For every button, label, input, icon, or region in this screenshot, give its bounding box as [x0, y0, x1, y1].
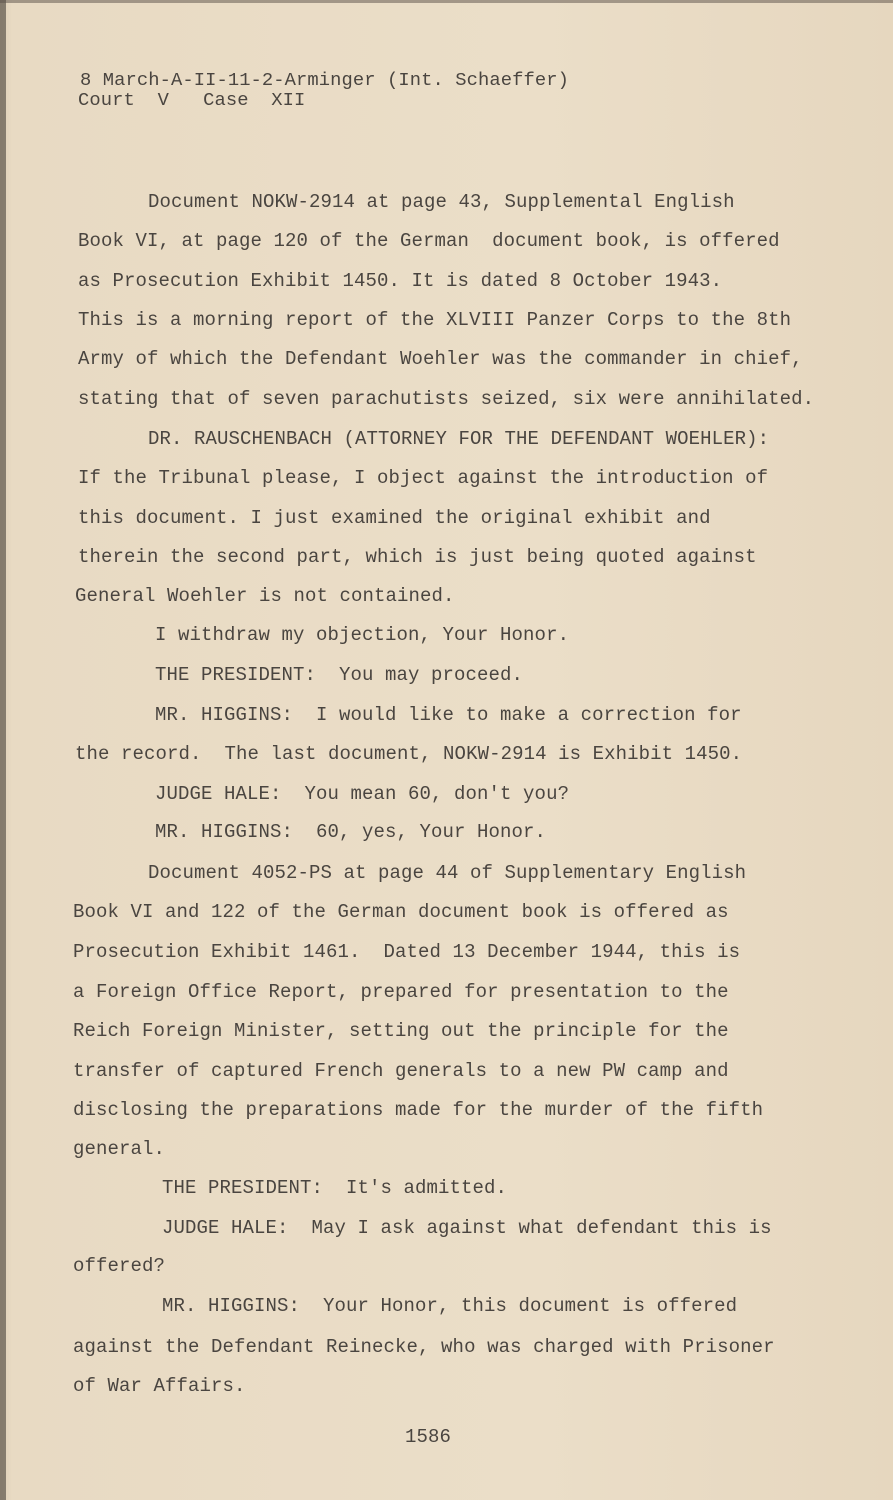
transcript-line: Book VI, at page 120 of the German document book, is offered [78, 230, 780, 252]
transcript-line: General Woehler is not contained. [75, 585, 455, 607]
transcript-line: MR. HIGGINS: I would like to make a correction for [155, 704, 742, 726]
transcript-line: as Prosecution Exhibit 1450. It is dated 8 October 1943. [78, 270, 723, 292]
transcript-line: against the Defendant Reinecke, who was charged with Prisoner [73, 1336, 775, 1358]
transcript-line: Document NOKW-2914 at page 43, Supplemental English [148, 191, 735, 213]
scan-edge-top [0, 0, 893, 3]
transcript-line: JUDGE HALE: You mean 60, don't you? [155, 783, 570, 805]
transcript-line: Document 4052-PS at page 44 of Supplementary English [148, 862, 747, 884]
transcript-line: Book VI and 122 of the German document book is offered as [73, 901, 729, 923]
transcript-line: MR. HIGGINS: 60, yes, Your Honor. [155, 821, 547, 843]
transcript-line: I withdraw my objection, Your Honor. [155, 624, 570, 646]
transcript-line: a Foreign Office Report, prepared for presentation to the [73, 981, 729, 1003]
transcript-line: disclosing the preparations made for the murder of the fifth [73, 1099, 764, 1121]
transcript-line: Army of which the Defendant Woehler was the commander in chief, [78, 348, 803, 370]
header-line-1: 8 March-A-II-11-2-Arminger (Int. Schaeffer) [80, 69, 569, 91]
transcript-line: If the Tribunal please, I object against the introduction of [78, 467, 769, 489]
transcript-line: DR. RAUSCHENBACH (ATTORNEY FOR THE DEFENDANT WOEHLER): [148, 428, 770, 450]
transcript-line: stating that of seven parachutists seized, six were annihilated. [78, 388, 815, 410]
transcript-line: offered? [73, 1255, 166, 1277]
header-line-2: Court V Case XII [78, 89, 306, 111]
transcript-line: JUDGE HALE: May I ask against what defendant this is [162, 1217, 772, 1239]
transcript-line: THE PRESIDENT: It's admitted. [162, 1177, 508, 1199]
transcript-line: transfer of captured French generals to a new PW camp and [73, 1060, 729, 1082]
page-number: 1586 [405, 1426, 452, 1448]
transcript-line: This is a morning report of the XLVIII Panzer Corps to the 8th [78, 309, 792, 331]
transcript-line: Reich Foreign Minister, setting out the principle for the [73, 1020, 729, 1042]
transcript-line: Prosecution Exhibit 1461. Dated 13 December 1944, this is [73, 941, 741, 963]
transcript-line: MR. HIGGINS: Your Honor, this document is offered [162, 1295, 738, 1317]
transcript-line: THE PRESIDENT: You may proceed. [155, 664, 524, 686]
transcript-line: the record. The last document, NOKW-2914 is Exhibit 1450. [75, 743, 743, 765]
transcript-line: general. [73, 1138, 166, 1160]
transcript-line: of War Affairs. [73, 1375, 246, 1397]
transcript-line: therein the second part, which is just being quoted against [78, 546, 757, 568]
scan-edge-left [0, 0, 6, 1500]
transcript-line: this document. I just examined the original exhibit and [78, 507, 711, 529]
